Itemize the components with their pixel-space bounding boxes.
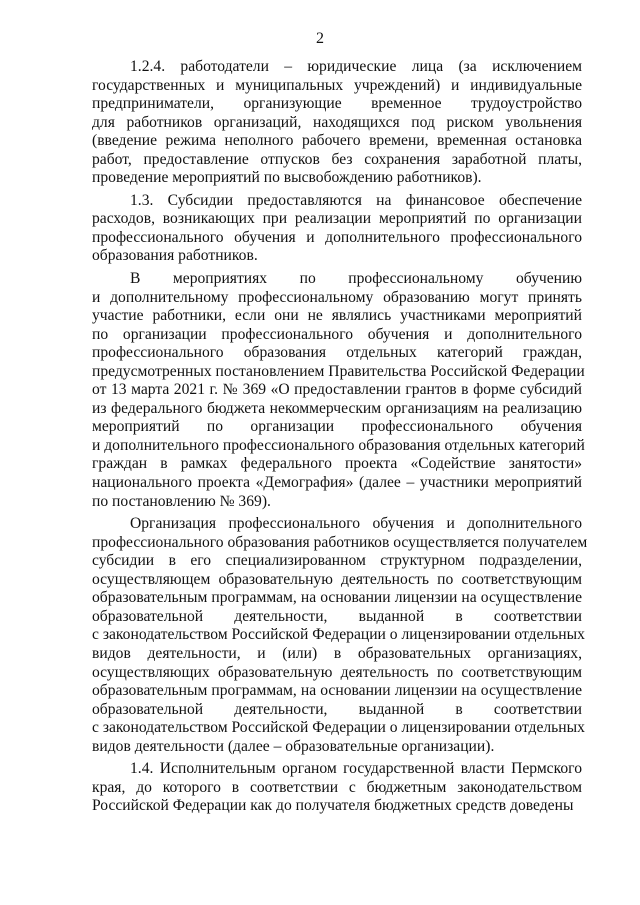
text-line: с законодательством Российской Федерации о лицензировании отдельных <box>92 626 585 644</box>
text-line: от 13 марта 2021 г. № 369 «О предоставлении грантов в форме субсидий <box>92 381 582 399</box>
text-line: (введение режима неполного рабочего времени, временная остановка <box>92 132 582 150</box>
paragraph-1-4 <box>92 760 582 816</box>
text-line: образовательным программам, на основании лицензии на осуществление <box>92 589 582 607</box>
text-line: образовательной деятельности, выданной в соответствии <box>92 700 582 718</box>
paragraph-organization <box>92 515 588 756</box>
text-line: для работников организаций, находящихся под риском увольнения <box>92 113 582 131</box>
text-line: и дополнительному профессиональному образованию могут принять <box>92 288 582 306</box>
text-line: В мероприятиях по профессиональному обучению <box>130 270 582 288</box>
text-line: участие работники, если они не являлись участниками мероприятий <box>92 307 582 325</box>
text-line: образовательной деятельности, выданной в соответствии <box>92 607 582 625</box>
text-line: проведение мероприятий по высвобождению работников). <box>92 169 482 187</box>
text-line: субсидии в его специализированном структурном подразделении, <box>92 552 582 570</box>
document-body <box>92 58 588 820</box>
page-number: 2 <box>316 30 324 47</box>
text-line: предприниматели, организующие временное трудоустройство <box>92 95 582 113</box>
text-line: и дополнительного профессионального образования отдельных категорий <box>92 436 585 454</box>
text-line: осуществляющих образовательную деятельность по соответствующим <box>92 663 582 681</box>
text-line: 1.2.4. работодатели – юридические лица (за исключением <box>130 58 582 75</box>
text-line: из федерального бюджета некоммерческим организациям на реализацию <box>92 399 582 417</box>
text-line: видов деятельности, и (или) в образовательных организациях, <box>92 644 582 662</box>
text-line: профессионального образования работников осуществляется получателем <box>92 533 588 551</box>
text-line: мероприятий по организации профессионального обучения <box>92 418 582 436</box>
text-line: видов деятельности (далее – образовательные организации). <box>92 737 495 755</box>
text-line: края, до которого в соответствии с бюджетным законодательством <box>92 778 582 796</box>
text-line: 1.4. Исполнительным органом государственной власти Пермского <box>130 760 582 778</box>
text-line: профессионального обучения и дополнительного профессионального <box>92 228 582 246</box>
text-line: с законодательством Российской Федерации о лицензировании отдельных <box>92 719 585 737</box>
text-line: Российской Федерации как до получателя бюджетных средств доведены <box>92 797 574 815</box>
text-line: государственных и муниципальных учреждений) и индивидуальные <box>92 76 582 94</box>
text-line: национального проекта «Демография» (далее – участники мероприятий <box>92 474 582 492</box>
text-line: образования работников. <box>92 247 258 265</box>
text-line: 1.3. Субсидии предоставляются на финансовое обеспечение <box>130 191 582 209</box>
text-line: расходов, возникающих при реализации мероприятий по организации <box>92 210 582 228</box>
paragraph-1-2-4 <box>92 58 582 188</box>
text-line: работ, предоставление отпусков без сохранения заработной платы, <box>92 150 582 168</box>
text-line: профессионального образования отдельных категорий граждан, <box>92 344 582 362</box>
text-line: Организация профессионального обучения и дополнительного <box>130 515 582 533</box>
text-line: по организации профессионального обучения и дополнительного <box>92 325 582 343</box>
paragraph-1-3 <box>92 192 582 266</box>
paragraph-participants <box>92 270 585 511</box>
text-line: граждан в рамках федерального проекта «Содействие занятости» <box>92 455 582 473</box>
text-line: осуществляющем образовательную деятельность по соответствующим <box>92 570 582 588</box>
text-line: предусмотренных постановлением Правительства Российской Федерации <box>92 362 585 380</box>
text-line: по постановлению № 369). <box>92 492 271 510</box>
text-line: образовательным программам, на основании лицензии на осуществление <box>92 682 582 700</box>
